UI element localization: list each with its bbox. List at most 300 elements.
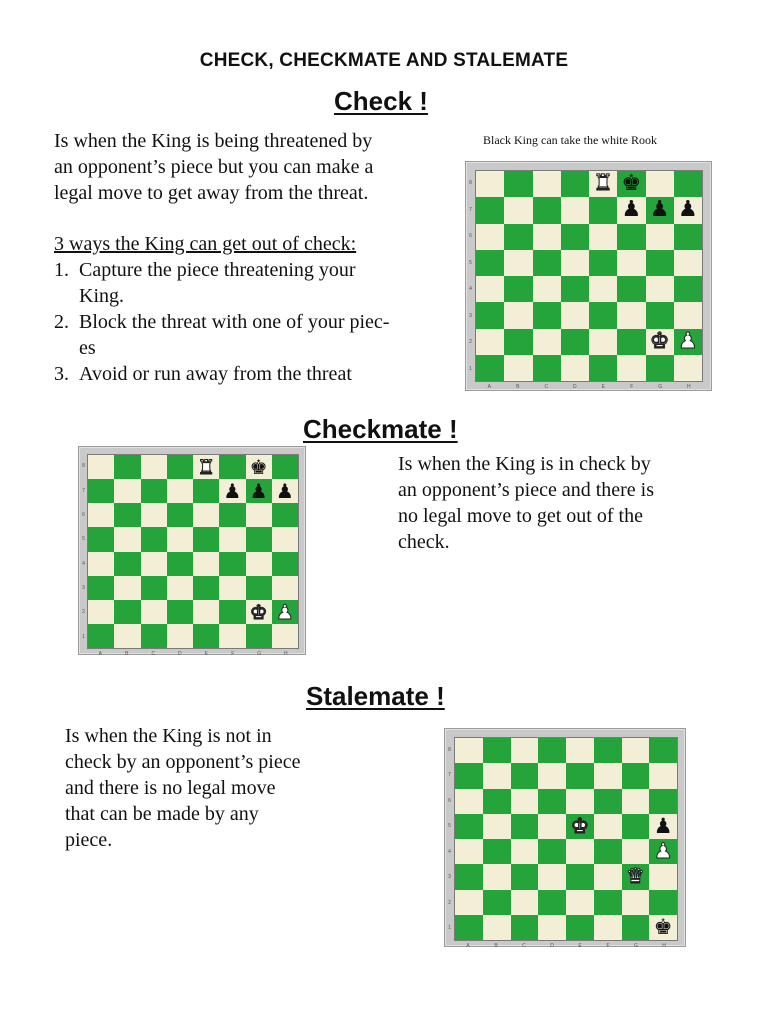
board-rank-label: 6: [469, 233, 472, 240]
board-square-d6: [538, 789, 566, 814]
board-square-c7: [511, 763, 539, 788]
board-square-c3: [141, 576, 167, 600]
list-item: [54, 309, 389, 361]
board-square-g6: [646, 224, 674, 250]
board-square-e7: [566, 763, 594, 788]
board-rank-label: 4: [469, 286, 472, 293]
board-square-f1: [219, 624, 245, 648]
board-square-h1: [272, 624, 298, 648]
list-item-text: Block the threat with one of your piec-: [79, 311, 390, 333]
board-square-c8: [511, 738, 539, 763]
board-square-f5: [219, 527, 245, 551]
stalemate-description-line: piece.: [65, 829, 113, 851]
board-file-label: A: [487, 383, 491, 390]
black-pawn-icon: ♟: [275, 479, 294, 504]
board-file-label: F: [630, 383, 634, 390]
check-ways-list: [54, 257, 389, 387]
board-square-d1: [167, 624, 193, 648]
board-file-label: B: [516, 383, 520, 390]
board-square-a5: [88, 527, 114, 551]
board-square-h3: [674, 302, 702, 328]
board-square-c6: [533, 224, 561, 250]
black-pawn-icon: ♟: [649, 197, 670, 223]
board-rank-label: 5: [82, 536, 85, 543]
board-square-a2: [455, 890, 483, 915]
board-square-a8: [455, 738, 483, 763]
check-ways-heading: 3 ways the King can get out of check:: [54, 233, 357, 255]
check-description-line: an opponent’s piece but you can make a: [54, 156, 374, 178]
board-square-g1: [646, 355, 674, 381]
board-square-c8: [533, 171, 561, 197]
board-square-b2: [114, 600, 140, 624]
board-square-h4: [272, 552, 298, 576]
black-pawn-icon: ♟: [621, 197, 642, 223]
board-square-c6: [511, 789, 539, 814]
board-rank-label: 7: [448, 772, 451, 779]
board-square-c3: [511, 864, 539, 889]
board-square-a3: [476, 302, 504, 328]
board-square-g6: [246, 503, 272, 527]
board-file-label: G: [658, 383, 663, 390]
board-square-h5: [649, 814, 677, 839]
board-square-c2: [511, 890, 539, 915]
board-file-label: E: [204, 650, 208, 657]
board-square-b8: [504, 171, 532, 197]
board-square-e4: [566, 839, 594, 864]
board-square-f4: [617, 276, 645, 302]
board-rank-label: 8: [469, 180, 472, 187]
board-square-e3: [193, 576, 219, 600]
board-rank-label: 2: [448, 899, 451, 906]
board-square-f2: [617, 329, 645, 355]
board-square-b1: [483, 915, 511, 940]
board-square-f2: [219, 600, 245, 624]
board-rank-labels: [80, 454, 87, 649]
board-square-c1: [533, 355, 561, 381]
board-square-e1: [589, 355, 617, 381]
stalemate-description-line: check by an opponent’s piece: [65, 751, 301, 773]
board-square-g5: [646, 250, 674, 276]
white-pawn-icon: ♟: [678, 328, 698, 354]
board-file-labels: [87, 650, 299, 657]
board-file-labels: [454, 942, 678, 949]
board-rank-label: 1: [448, 925, 451, 932]
board-square-e1: [193, 624, 219, 648]
board-square-f3: [617, 302, 645, 328]
board-square-a8: [476, 171, 504, 197]
board-square-a6: [476, 224, 504, 250]
board-square-c5: [533, 250, 561, 276]
check-chess-board: [475, 170, 703, 382]
board-file-label: A: [98, 650, 102, 657]
board-file-label: H: [686, 383, 691, 390]
list-item-text: Capture the piece threatening your: [79, 259, 356, 281]
board-square-a4: [88, 552, 114, 576]
board-square-h7: [674, 197, 702, 223]
board-square-b4: [114, 552, 140, 576]
board-square-b8: [114, 455, 140, 479]
board-square-e1: [566, 915, 594, 940]
board-square-e4: [193, 552, 219, 576]
board-square-c4: [533, 276, 561, 302]
board-square-e2: [589, 329, 617, 355]
board-square-h3: [272, 576, 298, 600]
board-square-g4: [246, 552, 272, 576]
board-square-h1: [674, 355, 702, 381]
board-square-g3: [246, 576, 272, 600]
checkmate-description: [398, 451, 654, 555]
board-square-a1: [476, 355, 504, 381]
black-king-icon: ♚: [249, 455, 268, 480]
stalemate-description-line: Is when the King is not in: [65, 725, 272, 747]
black-pawn-icon: ♟: [249, 479, 268, 504]
board-square-h7: [649, 763, 677, 788]
board-square-d3: [538, 864, 566, 889]
board-file-label: D: [550, 942, 554, 949]
list-item-text: es: [79, 337, 96, 359]
board-square-d5: [561, 250, 589, 276]
check-description-line: Is when the King is being threatened by: [54, 130, 373, 152]
board-file-label: A: [466, 942, 470, 949]
board-square-f1: [594, 915, 622, 940]
board-file-label: B: [494, 942, 498, 949]
board-square-b1: [114, 624, 140, 648]
board-square-f6: [219, 503, 245, 527]
board-square-g3: [622, 864, 650, 889]
board-square-d8: [561, 171, 589, 197]
board-file-label: F: [231, 650, 235, 657]
board-square-g8: [646, 171, 674, 197]
checkmate-description-line: no legal move to get out of the: [398, 505, 643, 527]
board-square-b4: [504, 276, 532, 302]
board-square-d8: [538, 738, 566, 763]
board-square-f3: [594, 864, 622, 889]
black-pawn-icon: ♟: [223, 479, 242, 504]
board-square-f6: [617, 224, 645, 250]
board-square-a2: [476, 329, 504, 355]
board-square-a3: [455, 864, 483, 889]
board-square-a6: [88, 503, 114, 527]
board-rank-label: 8: [82, 463, 85, 470]
checkmate-board-frame: [78, 446, 306, 655]
board-rank-label: 6: [82, 511, 85, 518]
board-square-f3: [219, 576, 245, 600]
board-square-a3: [88, 576, 114, 600]
board-square-b2: [483, 890, 511, 915]
board-square-d2: [561, 329, 589, 355]
board-rank-label: 4: [448, 848, 451, 855]
board-rank-label: 7: [82, 487, 85, 494]
board-square-d4: [167, 552, 193, 576]
black-pawn-icon: ♟: [678, 197, 698, 223]
black-king-icon: ♚: [621, 171, 642, 197]
board-file-label: E: [578, 942, 582, 949]
board-square-e5: [566, 814, 594, 839]
board-square-b7: [504, 197, 532, 223]
board-square-h2: [674, 329, 702, 355]
board-square-b5: [114, 527, 140, 551]
board-square-c7: [141, 479, 167, 503]
stalemate-description-line: and there is no legal move: [65, 777, 276, 799]
board-file-label: C: [522, 942, 526, 949]
board-file-label: B: [125, 650, 129, 657]
board-square-g5: [622, 814, 650, 839]
board-square-e3: [566, 864, 594, 889]
board-square-c5: [511, 814, 539, 839]
board-file-label: C: [151, 650, 156, 657]
white-king-icon: ♚: [249, 599, 268, 624]
board-square-a1: [88, 624, 114, 648]
board-square-d4: [561, 276, 589, 302]
list-item-number: 3.: [54, 363, 69, 385]
board-square-d1: [538, 915, 566, 940]
board-square-a8: [88, 455, 114, 479]
list-item: [54, 361, 389, 387]
board-square-a2: [88, 600, 114, 624]
board-square-h8: [649, 738, 677, 763]
board-square-g4: [622, 839, 650, 864]
board-square-a7: [476, 197, 504, 223]
board-square-f4: [219, 552, 245, 576]
board-square-b6: [504, 224, 532, 250]
board-square-g8: [622, 738, 650, 763]
stalemate-description: [65, 723, 300, 853]
board-square-b7: [114, 479, 140, 503]
board-square-c6: [141, 503, 167, 527]
checkmate-description-line: an opponent’s piece and there is: [398, 479, 655, 501]
stalemate-description-line: that can be made by any: [65, 803, 259, 825]
board-square-a1: [455, 915, 483, 940]
board-square-f8: [219, 455, 245, 479]
board-square-d1: [561, 355, 589, 381]
board-rank-label: 4: [82, 560, 85, 567]
board-square-e8: [566, 738, 594, 763]
board-square-h4: [674, 276, 702, 302]
board-square-h5: [674, 250, 702, 276]
board-square-b2: [504, 329, 532, 355]
white-king-icon: ♚: [649, 328, 670, 354]
board-square-f7: [617, 197, 645, 223]
list-item-text: Avoid or run away from the threat: [79, 363, 352, 385]
board-square-a7: [455, 763, 483, 788]
list-item: [54, 257, 389, 309]
board-square-c4: [141, 552, 167, 576]
check-board-frame: [465, 161, 712, 391]
board-file-label: F: [606, 942, 610, 949]
board-square-f5: [594, 814, 622, 839]
board-square-e3: [589, 302, 617, 328]
board-square-e8: [193, 455, 219, 479]
board-square-f5: [617, 250, 645, 276]
board-rank-label: 7: [469, 206, 472, 213]
board-rank-labels: [446, 737, 453, 941]
board-square-d7: [167, 479, 193, 503]
board-square-d5: [167, 527, 193, 551]
board-square-e4: [589, 276, 617, 302]
white-rook-icon: ♜: [197, 455, 216, 480]
board-square-c3: [533, 302, 561, 328]
board-square-g7: [246, 479, 272, 503]
list-item-number: 2.: [54, 311, 69, 333]
board-square-f2: [594, 890, 622, 915]
board-square-d5: [538, 814, 566, 839]
check-description: [54, 128, 373, 206]
board-square-g2: [246, 600, 272, 624]
board-square-g2: [646, 329, 674, 355]
board-square-c8: [141, 455, 167, 479]
stalemate-heading: Stalemate !: [306, 681, 445, 711]
check-heading: Check !: [334, 86, 428, 116]
board-square-d2: [167, 600, 193, 624]
board-file-label: C: [544, 383, 549, 390]
board-rank-label: 5: [448, 823, 451, 830]
board-square-h3: [649, 864, 677, 889]
board-square-c2: [141, 600, 167, 624]
list-item-text: King.: [79, 285, 124, 307]
board-square-e5: [193, 527, 219, 551]
board-square-f1: [617, 355, 645, 381]
board-square-d6: [167, 503, 193, 527]
board-file-labels: [475, 383, 703, 390]
board-square-g1: [246, 624, 272, 648]
board-square-f7: [594, 763, 622, 788]
white-pawn-icon: ♟: [275, 599, 294, 624]
board-square-d7: [538, 763, 566, 788]
board-square-d6: [561, 224, 589, 250]
checkmate-description-line: Is when the King is in check by: [398, 453, 651, 475]
board-rank-label: 3: [448, 874, 451, 881]
board-file-label: D: [177, 650, 182, 657]
board-rank-label: 1: [82, 633, 85, 640]
board-square-h6: [649, 789, 677, 814]
board-rank-label: 2: [469, 339, 472, 346]
board-square-e2: [566, 890, 594, 915]
board-square-e6: [589, 224, 617, 250]
board-square-b5: [504, 250, 532, 276]
board-square-f8: [617, 171, 645, 197]
board-square-c4: [511, 839, 539, 864]
board-file-label: H: [283, 650, 288, 657]
board-square-f8: [594, 738, 622, 763]
board-square-h4: [649, 839, 677, 864]
board-rank-label: 3: [82, 585, 85, 592]
board-square-a6: [455, 789, 483, 814]
board-square-g1: [622, 915, 650, 940]
board-rank-label: 3: [469, 312, 472, 319]
board-rank-label: 2: [82, 609, 85, 616]
board-square-a4: [455, 839, 483, 864]
board-square-e6: [193, 503, 219, 527]
stalemate-board-frame: [444, 728, 686, 947]
board-square-g6: [622, 789, 650, 814]
checkmate-description-line: check.: [398, 531, 450, 553]
board-square-d3: [561, 302, 589, 328]
board-square-b6: [114, 503, 140, 527]
board-square-b5: [483, 814, 511, 839]
board-file-label: G: [257, 650, 262, 657]
board-square-g7: [622, 763, 650, 788]
board-file-label: E: [601, 383, 605, 390]
stalemate-chess-board: [454, 737, 678, 941]
board-square-d7: [561, 197, 589, 223]
board-square-b7: [483, 763, 511, 788]
white-rook-icon: ♜: [593, 171, 613, 197]
board-rank-label: 6: [448, 797, 451, 804]
board-rank-label: 5: [469, 259, 472, 266]
white-queen-icon: ♛: [625, 864, 645, 889]
board-square-g3: [646, 302, 674, 328]
board-square-c1: [511, 915, 539, 940]
check-board-caption: Black King can take the white Rook: [483, 133, 657, 147]
board-square-d2: [538, 890, 566, 915]
board-square-a5: [476, 250, 504, 276]
white-pawn-icon: ♟: [653, 839, 673, 864]
black-king-icon: ♚: [653, 914, 673, 939]
board-square-h8: [272, 455, 298, 479]
black-pawn-icon: ♟: [653, 813, 673, 838]
board-square-a7: [88, 479, 114, 503]
board-square-d3: [167, 576, 193, 600]
board-rank-label: 8: [448, 746, 451, 753]
board-square-c2: [533, 329, 561, 355]
board-square-g2: [622, 890, 650, 915]
board-square-b8: [483, 738, 511, 763]
board-square-h6: [272, 503, 298, 527]
board-square-f4: [594, 839, 622, 864]
board-square-g5: [246, 527, 272, 551]
board-file-label: D: [572, 383, 577, 390]
white-king-icon: ♚: [570, 813, 590, 838]
board-rank-labels: [467, 170, 474, 382]
board-file-label: H: [662, 942, 666, 949]
board-square-a4: [476, 276, 504, 302]
board-square-c5: [141, 527, 167, 551]
check-description-line: legal move to get away from the threat.: [54, 182, 369, 204]
board-square-h1: [649, 915, 677, 940]
board-square-g7: [646, 197, 674, 223]
board-square-a5: [455, 814, 483, 839]
board-square-h2: [649, 890, 677, 915]
board-square-h5: [272, 527, 298, 551]
board-square-b3: [504, 302, 532, 328]
board-square-e8: [589, 171, 617, 197]
board-file-label: G: [634, 942, 638, 949]
board-square-f7: [219, 479, 245, 503]
board-square-e5: [589, 250, 617, 276]
board-square-g4: [646, 276, 674, 302]
list-item-number: 1.: [54, 259, 69, 281]
board-square-e6: [566, 789, 594, 814]
checkmate-chess-board: [87, 454, 299, 649]
board-square-h7: [272, 479, 298, 503]
board-square-e2: [193, 600, 219, 624]
board-square-b3: [114, 576, 140, 600]
board-square-h8: [674, 171, 702, 197]
board-square-b6: [483, 789, 511, 814]
page-title: CHECK, CHECKMATE AND STALEMATE: [199, 50, 569, 71]
board-rank-label: 1: [469, 365, 472, 372]
board-square-b4: [483, 839, 511, 864]
checkmate-heading: Checkmate !: [303, 414, 458, 444]
board-square-c1: [141, 624, 167, 648]
board-square-f6: [594, 789, 622, 814]
board-square-g8: [246, 455, 272, 479]
board-square-e7: [193, 479, 219, 503]
board-square-d8: [167, 455, 193, 479]
board-square-h2: [272, 600, 298, 624]
board-square-b3: [483, 864, 511, 889]
board-square-c7: [533, 197, 561, 223]
